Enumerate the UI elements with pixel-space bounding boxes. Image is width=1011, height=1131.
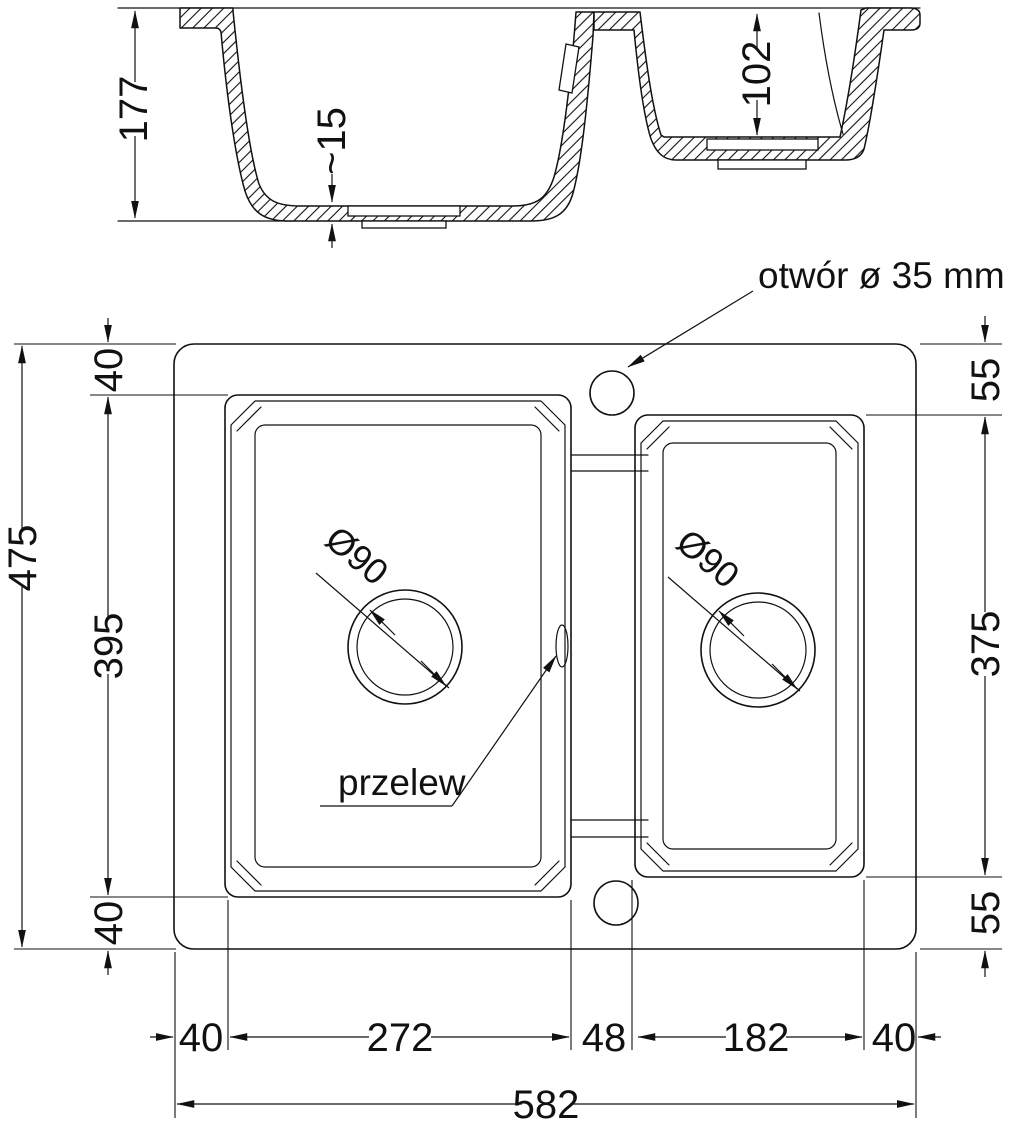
dim-bowl-depth: 395	[87, 612, 131, 680]
dim-margin-top: 40	[87, 347, 131, 393]
dim-small-bowl-depth: 102	[735, 40, 779, 108]
right-bowl-rim-slope	[641, 421, 858, 871]
dim-section-depth: 177	[112, 75, 156, 143]
left-drain-diameter-callout	[316, 518, 449, 688]
dim-floor-thickness: ~15	[310, 107, 354, 175]
sink-body-outline	[174, 344, 916, 949]
dim-right-margin-bottom: 55	[964, 890, 1008, 936]
right-drain-recess	[707, 139, 818, 150]
dim-bottom-margin-left: 40	[178, 1016, 224, 1060]
right-bowl-inner-rim	[663, 443, 836, 849]
dim-overall-width: 582	[512, 1083, 580, 1127]
divider-lip-lines	[571, 455, 648, 837]
dim-right-bowl: 375	[964, 610, 1008, 678]
right-drain-diameter-label: Ø90	[668, 520, 748, 596]
left-bowl-rim-slope	[231, 401, 565, 891]
dim-bottom-divider: 48	[581, 1016, 627, 1060]
dim-bottom-bowl-right: 182	[722, 1016, 790, 1060]
left-bowl-corner-chamfers	[237, 407, 559, 885]
right-bowl-corner-chamfers	[647, 427, 852, 865]
left-drain-circle-inner	[357, 599, 453, 695]
right-drain-diameter-callout	[668, 521, 800, 691]
dim-bottom-bowl-left: 272	[366, 1016, 434, 1060]
right-dimensions	[866, 316, 1008, 977]
overflow-label: przelew	[338, 762, 466, 803]
left-drain-boss	[362, 221, 446, 228]
left-drain-circle	[348, 590, 462, 704]
cross-section-view	[112, 8, 920, 248]
plan-view	[174, 255, 1005, 949]
right-bowl-inner-edge-line	[819, 13, 843, 134]
left-drain-recess	[348, 206, 460, 216]
tap-hole-top	[590, 371, 634, 415]
right-drain-boss	[718, 160, 806, 169]
tap-hole-callout	[628, 255, 1005, 367]
left-drain-diameter-label: Ø90	[317, 517, 397, 593]
tap-hole-label: otwór ø 35 mm	[758, 255, 1005, 296]
dim-overall-depth: 475	[1, 524, 45, 592]
left-bowl-outer-rim	[225, 395, 571, 897]
left-dimensions	[1, 318, 228, 975]
bottom-dimensions	[150, 880, 941, 1127]
right-bowl-outer-rim	[635, 415, 864, 877]
dim-margin-bottom: 40	[87, 900, 131, 946]
overflow-slot	[556, 625, 568, 667]
section-left-bowl-wall	[180, 8, 594, 221]
tap-hole-bottom	[594, 881, 638, 925]
dim-right-margin-top: 55	[964, 357, 1008, 403]
dim-bottom-margin-right: 40	[871, 1016, 917, 1060]
